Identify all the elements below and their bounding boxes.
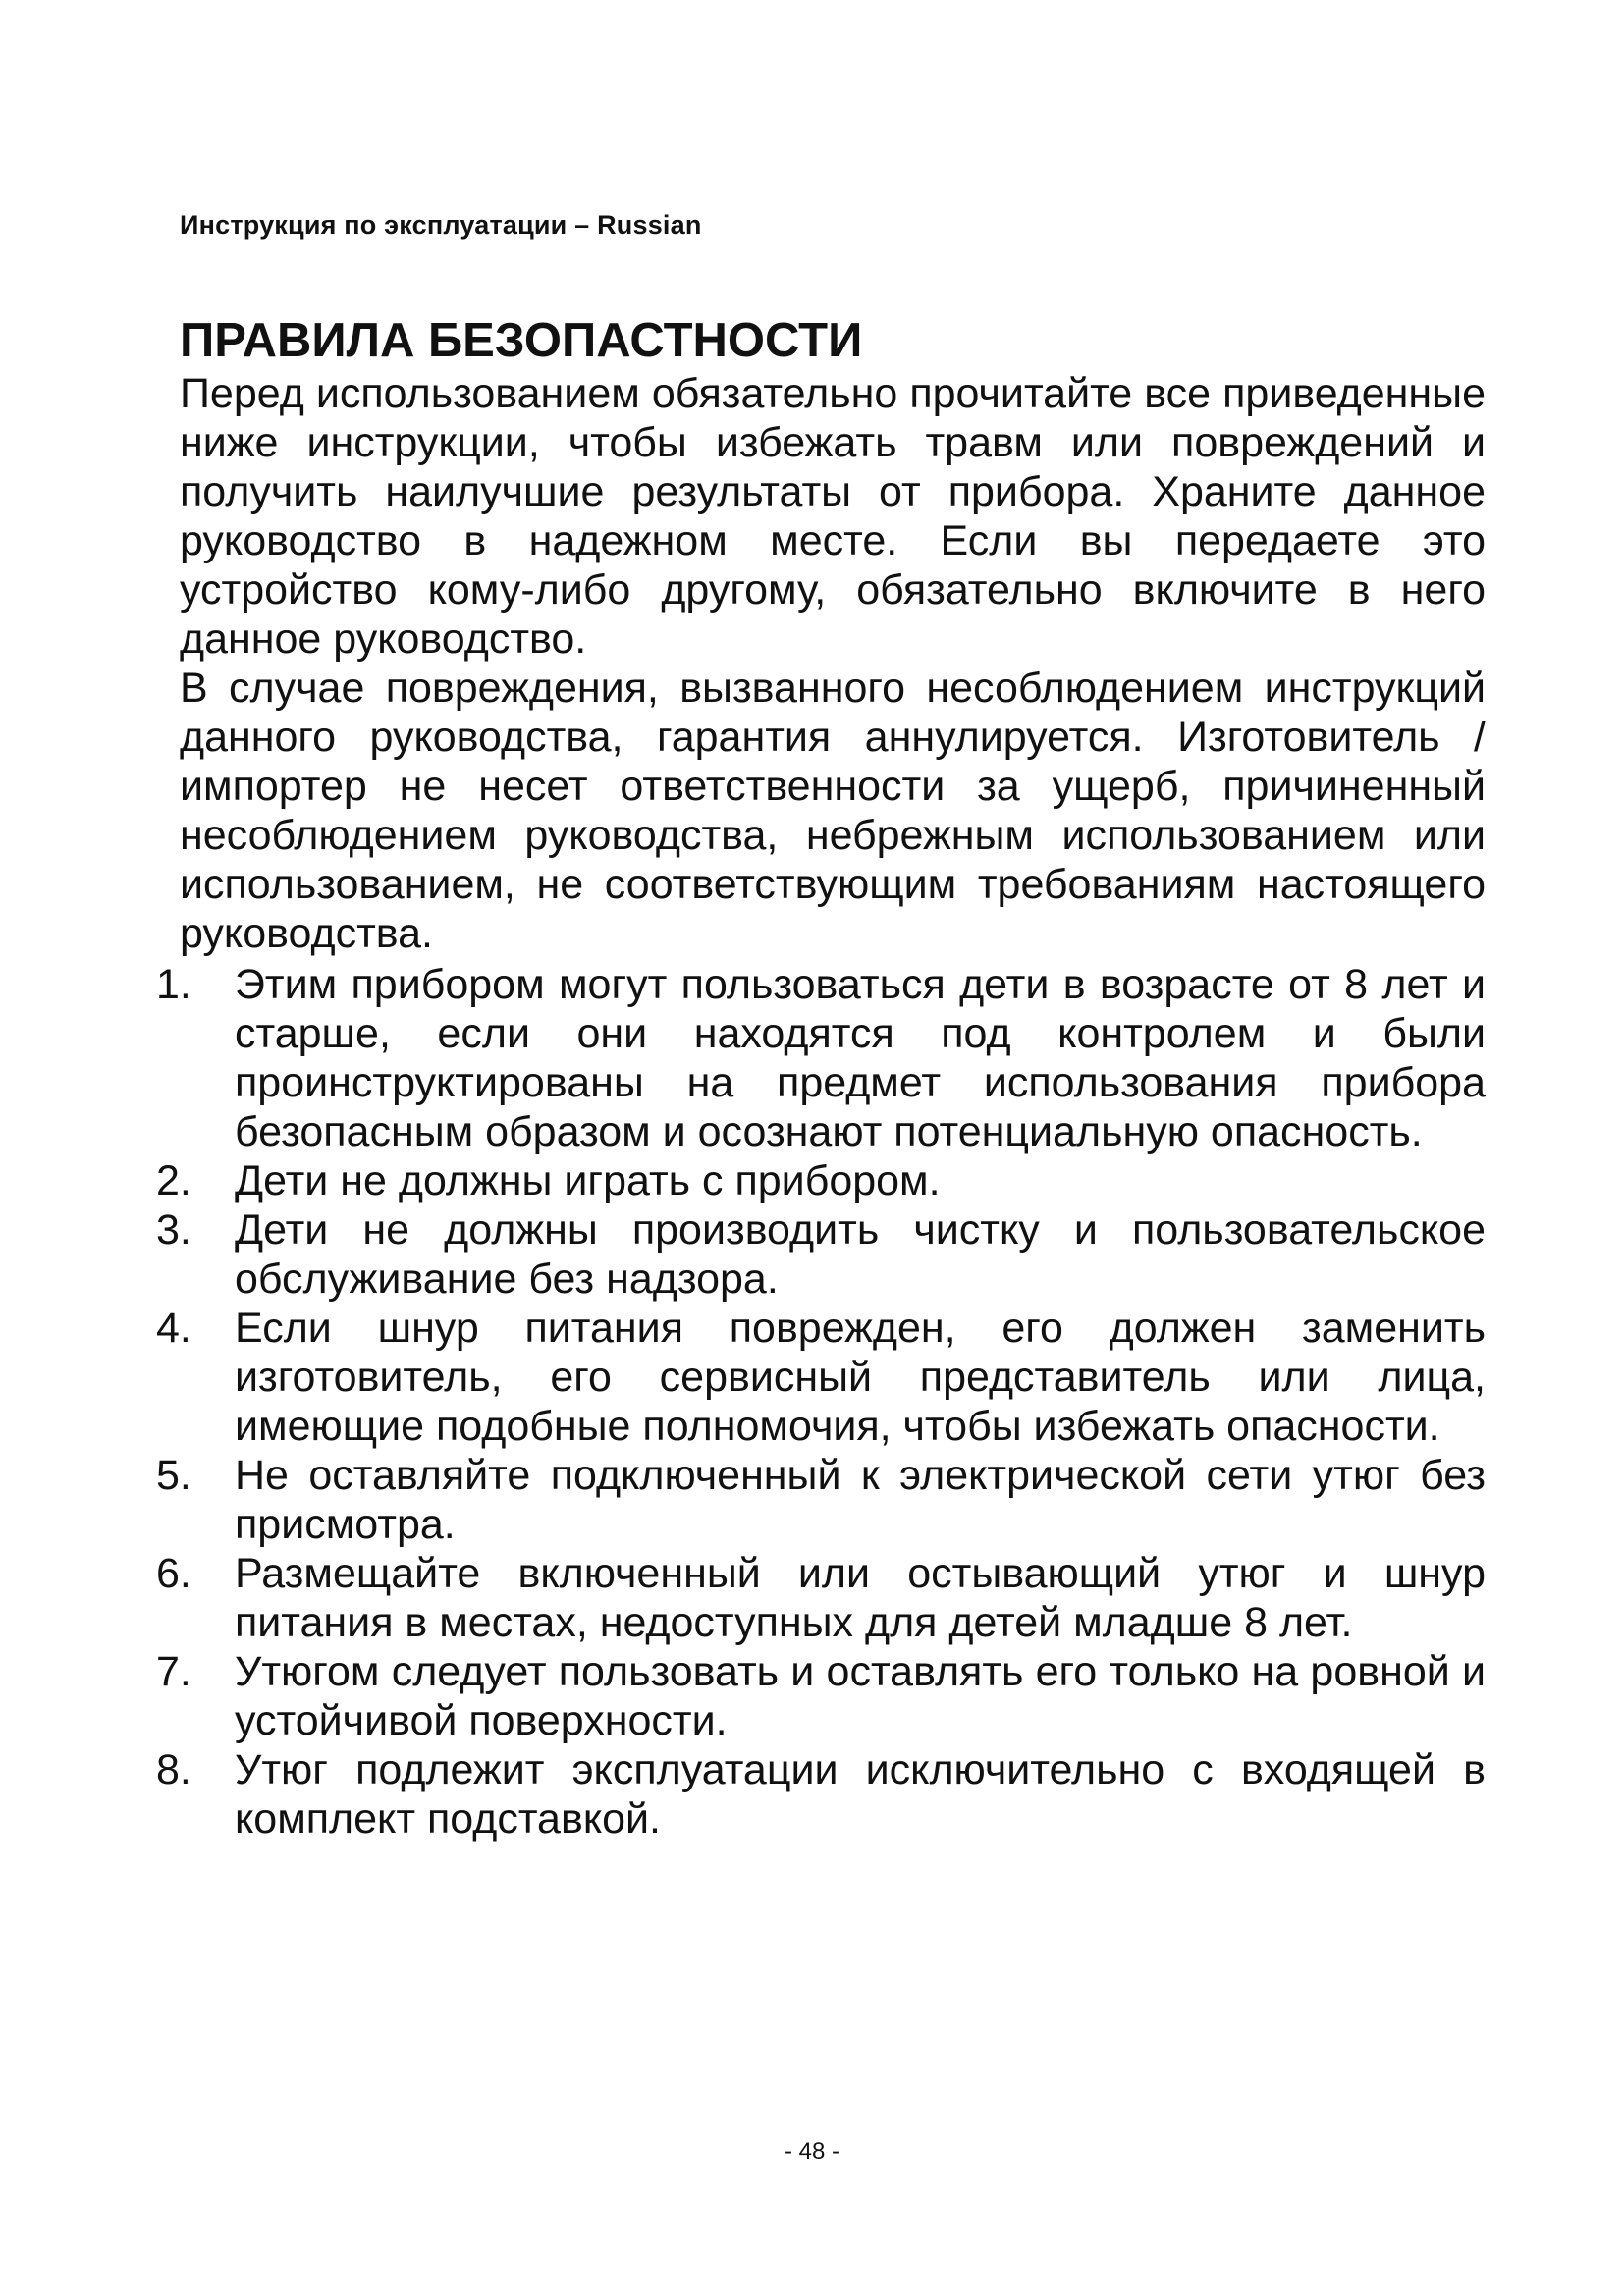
list-item — [156, 1451, 1486, 1549]
list-item-text: Дети не должны играть с прибором. — [235, 1157, 941, 1204]
page-number: - 48 - — [784, 2138, 839, 2164]
list-item-text: Этим прибором могут пользоваться дети в возрасте от 8 лет и старше, если они находятся под контролем и были проинструктированы на предмет использования прибора безопасным образом и осознают потенциальную опасность. — [235, 961, 1486, 1155]
intro-paragraph: Перед использованием обязательно прочитайте все приведенные ниже инструкции, чтобы избежать травм или повреждений и получить наилучшие результаты от прибора. Храните данное руководство в надежном месте. Если вы передаете это устройство кому-либо другому, обязательно включите в него данное руководство. — [180, 370, 1486, 663]
list-item-text: Размещайте включенный или остывающий утюг и шнур питания в местах, недоступных для детей младше 8 лет. — [235, 1550, 1486, 1646]
list-item — [156, 1304, 1486, 1451]
section-title: ПРАВИЛА БЕЗОПАСТНОСТИ — [180, 314, 863, 367]
list-item-number: 4. — [156, 1305, 191, 1352]
list-item-number: 5. — [156, 1452, 191, 1499]
list-item-number: 3. — [156, 1206, 191, 1254]
list-item — [156, 1205, 1486, 1304]
list-item-text: Утюг подлежит эксплуатации исключительно с входящей в комплект подставкой. — [235, 1746, 1486, 1842]
list-item — [156, 1745, 1486, 1843]
list-item-number: 7. — [156, 1648, 191, 1695]
warranty-paragraph: В случае повреждения, вызванного несоблюдением инструкций данного руководства, гарантия аннулируется. Изготовитель / импортер не несет ответственности за ущерб, причиненный несоблюдением руководства, небрежным использованием или использованием, не соответствующим требованиям настоящего руководства. — [180, 665, 1486, 957]
list-item-number: 2. — [156, 1157, 191, 1204]
document-body — [156, 312, 1486, 1843]
list-item-text: Не оставляйте подключенный к электрической сети утюг без присмотра. — [235, 1452, 1486, 1548]
safety-rules-list — [156, 960, 1486, 1843]
list-item-number: 8. — [156, 1746, 191, 1793]
list-item-text: Если шнур питания поврежден, его должен заменить изготовитель, его сервисный представитель или лица, имеющие подобные полномочия, чтобы избежать опасности. — [235, 1305, 1486, 1450]
list-item-text: Утюгом следует пользовать и оставлять его только на ровной и устойчивой поверхности. — [235, 1648, 1486, 1744]
list-item — [156, 1647, 1486, 1745]
list-item — [156, 1156, 1486, 1205]
list-item-number: 6. — [156, 1550, 191, 1597]
list-item — [156, 960, 1486, 1156]
running-header: Инструкция по эксплуатации – Russian — [180, 210, 702, 240]
list-item-number: 1. — [156, 961, 191, 1008]
list-item-text: Дети не должны производить чистку и пользовательское обслуживание без надзора. — [235, 1206, 1486, 1303]
list-item — [156, 1549, 1486, 1647]
